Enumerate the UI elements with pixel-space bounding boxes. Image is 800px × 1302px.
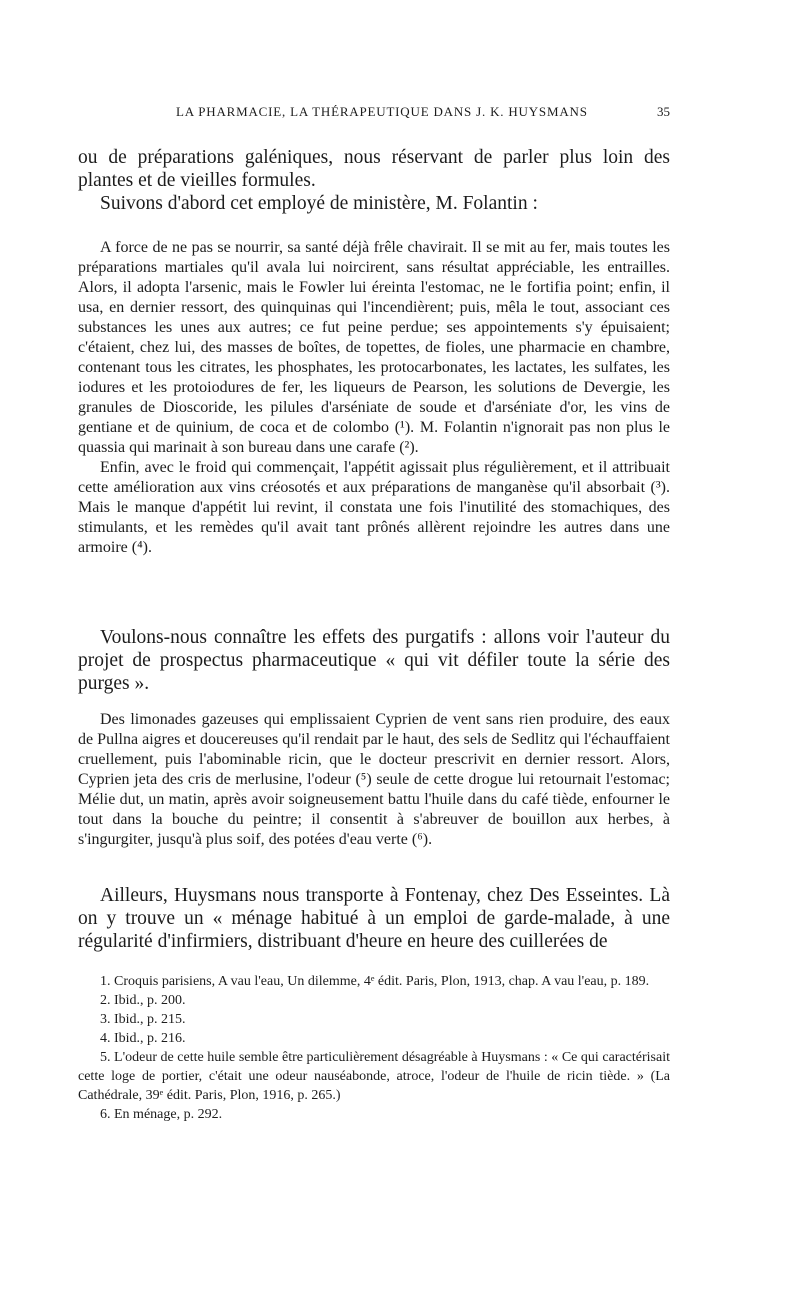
intro-paragraph: ou de préparations galéniques, nous réservant de parler plus loin des plantes et de vieilles formules.: [78, 147, 670, 191]
page-header: [78, 104, 670, 124]
running-title: LA PHARMACIE, LA THÉRAPEUTIQUE DANS J. K. HUYSMANS: [176, 104, 588, 119]
quote-paragraph: Enfin, avec le froid qui commençait, l'appétit agissait plus régulièrement, et il attribuait cette amélioration aux vins créosotés et aux préparations de manganèse qu'il absorbait (³). Mais le manque d'appétit lui revint, il constata une fois l'inutilité des stomachiques, des stimulants, et les remèdes qu'il avait tant prônés allèrent rejoindre les autres dans une armoire (⁴).: [78, 459, 670, 556]
quote-paragraph: A force de ne pas se nourrir, sa santé déjà frêle chavirait. Il se mit au fer, mais toutes les préparations martiales qu'il avala lui noircirent, sans résultat appréciable, les entrailles. Alors, il adopta l'arsenic, mais le Fowler lui éreinta l'estomac, ne le fortifia point; enfin, il usa, en dernier ressort, des quinquinas qui l'incendièrent; puis, mêla le tout, associant ces substances les unes aux autres; ce fut peine perdue; ses appointements s'y épuisaient; c'étaient, chez lui, des masses de boîtes, de topettes, de fioles, une pharmacie en chambre, contenant tous les citrates, les phosphates, les protocarbonates, les lactates, les sulfates, les iodures et les protoiodures de fer, les liqueurs de Pearson, les solutions de Devergie, les granules de Dioscoride, les pilules d'arséniate de soude et d'arséniate d'or, les vins de gentiane et de quinium, de coca et de colombo (¹). M. Folantin n'ignorait pas non plus le quassia qui marinait à son bureau dans une carafe (²).: [78, 239, 670, 456]
footnote: 6. En ménage, p. 292.: [100, 1107, 223, 1122]
purgatifs-paragraph: Voulons-nous connaître les effets des purgatifs : allons voir l'auteur du projet de prospectus pharmaceutique « qui vit défiler toute la série des purges ».: [78, 627, 670, 694]
quote-cyprien: [78, 710, 670, 850]
page-number: 35: [657, 104, 670, 119]
footnote: 3. Ibid., p. 215.: [100, 1012, 186, 1027]
quote-paragraph: Des limonades gazeuses qui emplissaient Cyprien de vent sans rien produire, des eaux de Pullna aigres et doucereuses qu'il rendait par le haut, des sels de Sedlitz qui l'échauffaient cruellement, puis l'abominable ricin, que le docteur prescrivit en dernier ressort. Alors, Cyprien jeta des cris de merlusine, l'odeur (⁵) seule de cette drogue lui retournait l'estomac; Mélie dut, un matin, après avoir soigneusement battu l'huile dans du café tiède, enfourner le tout dans la bouche du peintre; il consentit à s'abreuver de bouillon aux herbes, à s'ingurgiter, jusqu'à plus soif, des potées d'eau verte (⁶).: [78, 711, 670, 848]
intro-block: [78, 146, 670, 215]
esseintes-paragraph-block: [78, 884, 670, 953]
footnote: 2. Ibid., p. 200.: [100, 993, 186, 1008]
footnote: 5. L'odeur de cette huile semble être particulièrement désagréable à Huysmans : « Ce qui caractérisait cette loge de portier, c'était une odeur nauséabonde, atroce, l'odeur de l'huile de ricin tiède. » (La Cathédrale, 39ᵉ édit. Paris, Plon, 1916, p. 265.): [78, 1050, 670, 1103]
footnote: 1. Croquis parisiens, A vau l'eau, Un dilemme, 4ᵉ édit. Paris, Plon, 1913, chap. A vau l'eau, p. 189.: [100, 974, 650, 989]
footnote: 4. Ibid., p. 216.: [100, 1031, 186, 1046]
intro-lead-in: Suivons d'abord cet employé de ministère, M. Folantin :: [100, 193, 538, 214]
esseintes-paragraph: Ailleurs, Huysmans nous transporte à Fontenay, chez Des Esseintes. Là on y trouve un « ménage habitué à un emploi de garde-malade, à une régularité d'infirmiers, distribuant d'heure en heure des cuillerées de: [78, 885, 670, 952]
footnotes: [78, 972, 670, 1124]
purgatifs-paragraph-block: [78, 626, 670, 695]
quote-folantin: [78, 238, 670, 558]
